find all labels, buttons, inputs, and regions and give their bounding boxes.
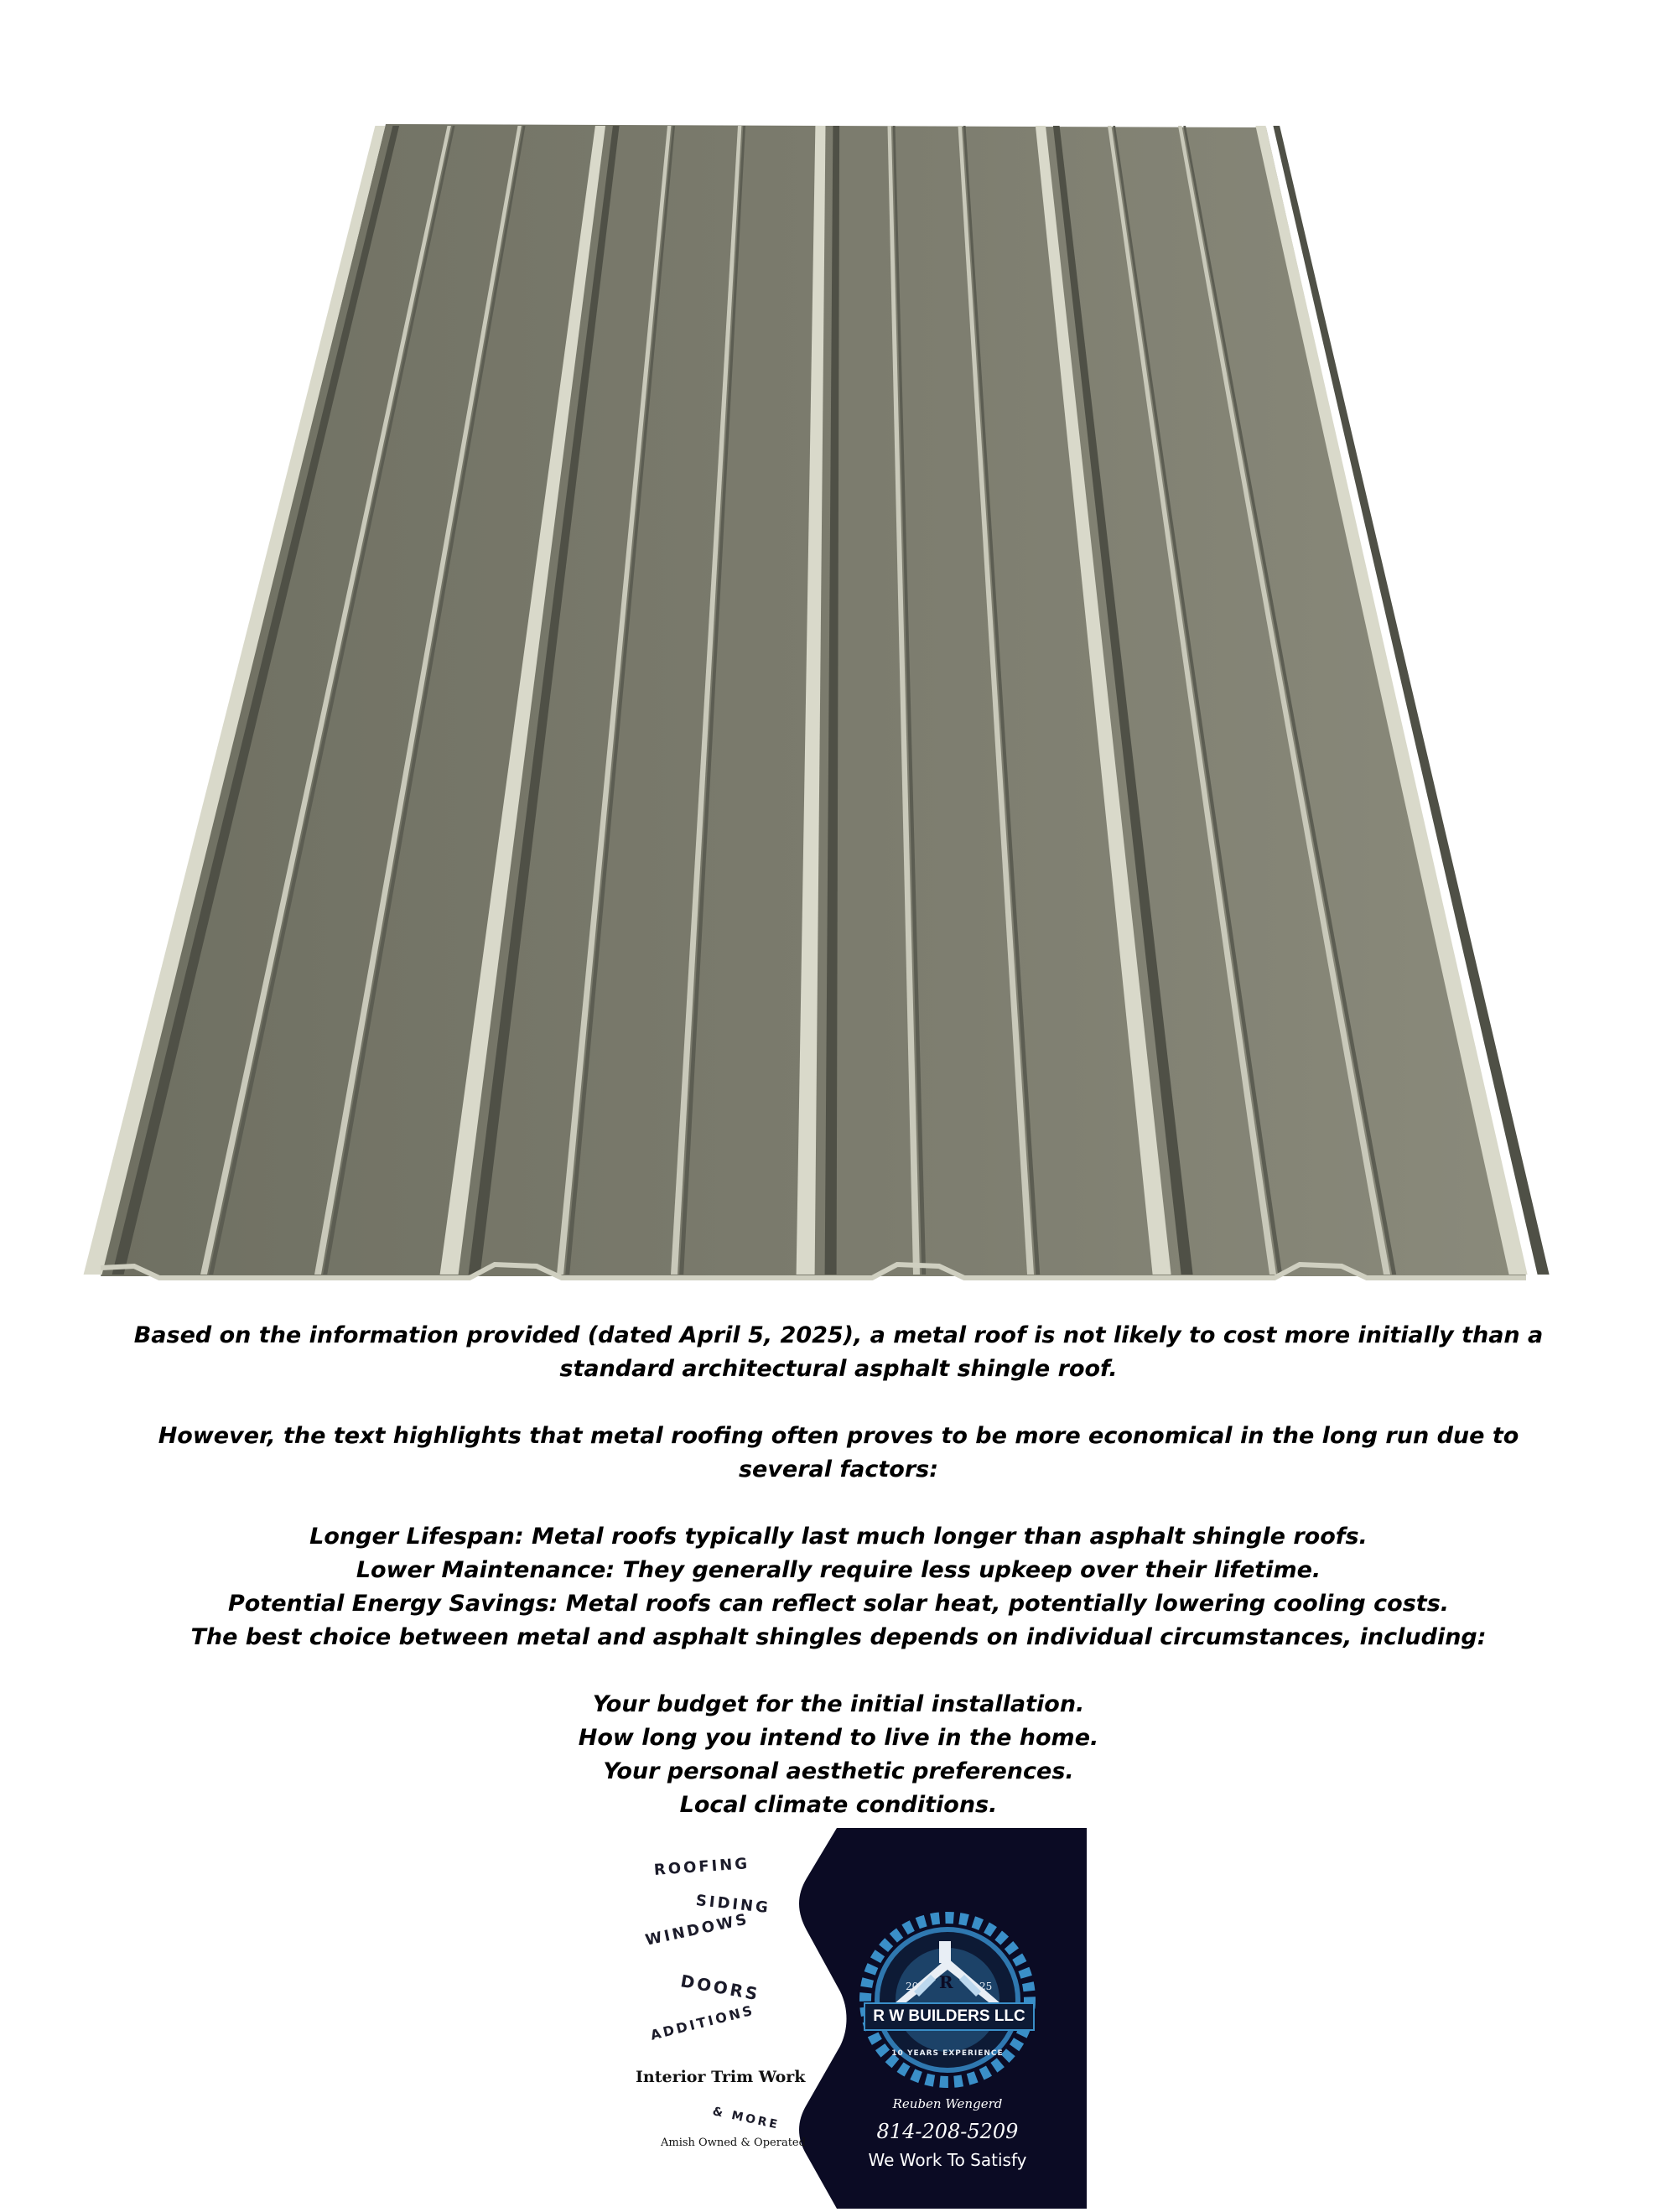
- company-name-banner: R W BUILDERS LLC: [864, 2002, 1035, 2031]
- badge-year-right: 25: [979, 1981, 993, 1992]
- badge-year-left: 20: [906, 1981, 919, 1992]
- service-roofing: ROOFING: [653, 1855, 750, 1879]
- trim-work-label: Interior Trim Work: [636, 2068, 806, 2086]
- service-windows: WINDOWS: [643, 1910, 751, 1950]
- phone-number: 814-208-5209: [876, 2120, 1019, 2143]
- owner-name: Reuben Wengerd: [892, 2096, 1003, 2111]
- benefit-item: The best choice between metal and asphalt shingles depends on individual circumstances, including:: [190, 1624, 1487, 1650]
- text-line: several factors:: [738, 1456, 939, 1482]
- text-line: Based on the information provided (dated April 5, 2025), a metal roof is not likely to cost more initially than a: [133, 1322, 1544, 1348]
- intro-paragraph: [84, 1319, 1593, 1386]
- text-line: standard architectural asphalt shingle roof.: [559, 1356, 1118, 1382]
- service-doors: DOORS: [678, 1971, 762, 2005]
- benefit-item: Potential Energy Savings: Metal roofs can reflect solar heat, potentially lowering cooling costs.: [227, 1591, 1450, 1617]
- consideration-item: Your budget for the initial installation.: [592, 1691, 1085, 1717]
- experience-ring-text: 10 YEARS EXPERIENCE: [891, 2049, 1004, 2058]
- text-line: However, the text highlights that metal roofing often proves to be more economical in the long run due to: [158, 1423, 1519, 1449]
- service-additions: ADDITIONS: [648, 2002, 756, 2043]
- consideration-item: Your personal aesthetic preferences.: [603, 1758, 1074, 1784]
- badge-letter: R: [939, 1972, 953, 1992]
- benefit-item: Lower Maintenance: They generally require less upkeep over their lifetime.: [356, 1557, 1321, 1583]
- consideration-item: How long you intend to live in the home.: [578, 1725, 1099, 1751]
- service-siding: SIDING: [694, 1892, 771, 1918]
- benefit-item: Longer Lifespan: Metal roofs typically last much longer than asphalt shingle roofs.: [309, 1524, 1368, 1550]
- benefits-list: [84, 1520, 1593, 1654]
- company-logo-card: [620, 1828, 1090, 2209]
- tagline: We Work To Satisfy: [868, 2150, 1027, 2170]
- however-paragraph: [84, 1420, 1593, 1487]
- more-label: & MORE: [711, 2105, 781, 2132]
- considerations-list: [84, 1688, 1593, 1822]
- amish-label: Amish Owned & Operated: [661, 2137, 806, 2149]
- consideration-item: Local climate conditions.: [679, 1792, 998, 1818]
